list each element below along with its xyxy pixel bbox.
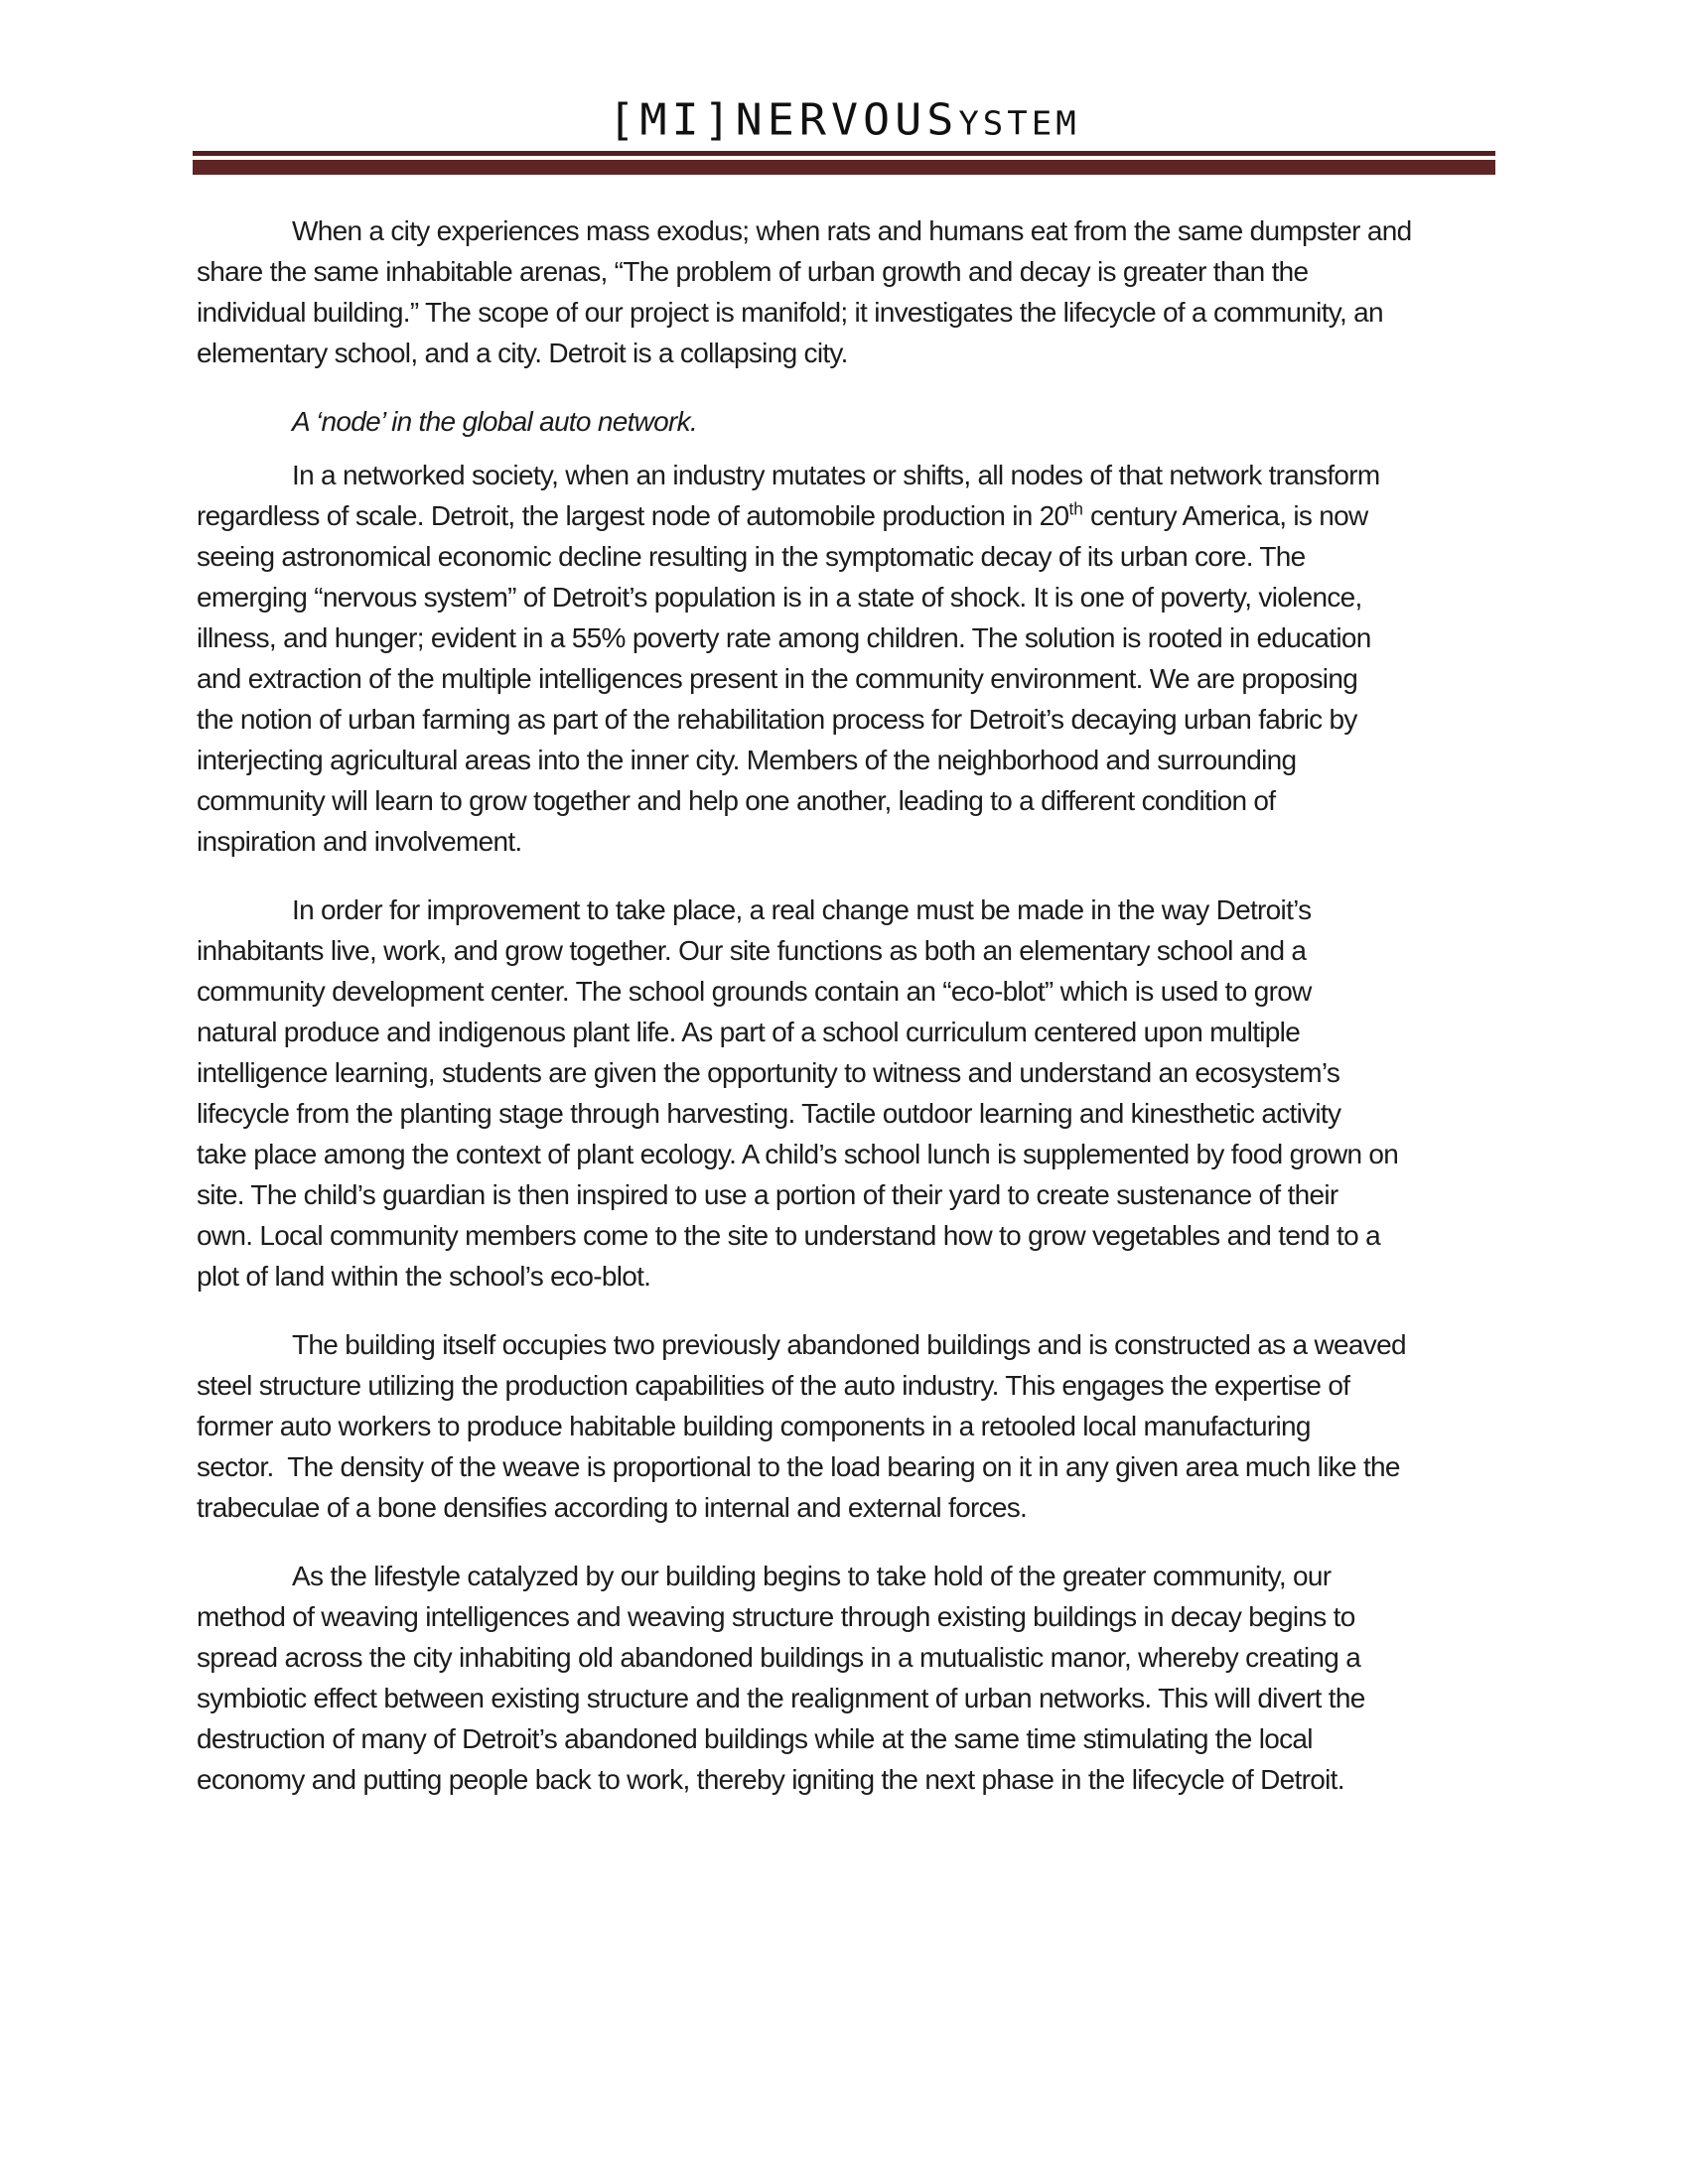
paragraph [197,455,1599,862]
text-line: illness, and hunger; evident in a 55% poverty rate among children. The solution is rooted in education [197,622,1371,653]
text-line: sector. The density of the weave is proportional to the load bearing on it in any given area much like the [197,1451,1400,1482]
text-line: own. Local community members come to the site to understand how to grow vegetables and tend to a [197,1220,1380,1251]
text-line: interjecting agricultural areas into the inner city. Members of the neighborhood and surrounding [197,745,1297,775]
text-line: symbiotic effect between existing structure and the realignment of urban networks. This will divert the [197,1683,1365,1713]
text-line: community will learn to grow together and help one another, leading to a different condition of [197,785,1276,816]
text-line: emerging “nervous system” of Detroit’s population is in a state of shock. It is one of poverty, violence, [197,582,1362,613]
text-line: inhabitants live, work, and grow together. Our site functions as both an elementary school and a [197,935,1307,966]
text-line: and extraction of the multiple intelligences present in the community environment. We are proposing [197,663,1358,694]
text-line: community development center. The school grounds contain an “eco-blot” which is used to grow [197,976,1312,1007]
text-line: The building itself occupies two previously abandoned buildings and is constructed as a weaved [292,1329,1406,1360]
paragraph [197,1556,1599,1800]
title-small: YSTEM [958,104,1080,144]
text-line: A ‘node’ in the global auto network. [292,406,698,437]
text-line: In a networked society, when an industry mutates or shifts, all nodes of that network transform [292,460,1380,490]
page-title [0,94,1688,145]
title-main: [MI]NERVOUS [608,94,959,145]
text-line: As the lifestyle catalyzed by our building begins to take hold of the greater community, our [292,1561,1332,1591]
text-line: elementary school, and a city. Detroit is a collapsing city. [197,338,848,368]
text-line: inspiration and involvement. [197,826,522,857]
text-line: destruction of many of Detroit’s abandoned buildings while at the same time stimulating the local [197,1723,1313,1754]
paragraph [197,889,1599,1297]
paragraph [197,1324,1599,1528]
text-line: spread across the city inhabiting old abandoned buildings in a mutualistic manor, whereby creating a [197,1642,1361,1673]
text-line: individual building.” The scope of our project is manifold; it investigates the lifecycle of a community, an [197,297,1383,328]
text-line: intelligence learning, students are given the opportunity to witness and understand an ecosystem’s [197,1057,1340,1088]
document-header [0,0,1688,175]
paragraph [197,210,1599,373]
text-line: method of weaving intelligences and weaving structure through existing buildings in decay begins to [197,1601,1355,1632]
superscript: th [1068,498,1083,519]
text-line: the notion of urban farming as part of the rehabilitation process for Detroit’s decaying urban fabric by [197,704,1357,735]
subtitle-paragraph [197,401,1599,442]
text-line: plot of land within the school’s eco-blot. [197,1261,651,1292]
text-line: trabeculae of a bone densifies according to internal and external forces. [197,1492,1028,1523]
text-line: seeing astronomical economic decline resulting in the symptomatic decay of its urban core. The [197,541,1306,572]
text-line: former auto workers to produce habitable building components in a retooled local manufacturing [197,1411,1311,1441]
document-body [197,210,1599,1800]
text-line: When a city experiences mass exodus; when rats and humans eat from the same dumpster and [292,215,1412,246]
text-line: steel structure utilizing the production capabilities of the auto industry. This engages the expertise of [197,1370,1350,1401]
text-line: share the same inhabitable arenas, “The problem of urban growth and decay is greater than the [197,256,1309,287]
text-line: lifecycle from the planting stage through harvesting. Tactile outdoor learning and kinesthetic activity [197,1098,1341,1129]
text-line: economy and putting people back to work, thereby igniting the next phase in the lifecycle of Detroit. [197,1764,1344,1795]
text-line: In order for improvement to take place, a real change must be made in the way Detroit’s [292,894,1312,925]
header-rule [193,151,1495,175]
header-rule-thick-line [193,160,1495,175]
text-line: regardless of scale. Detroit, the largest node of automobile production in 20th century America, is now [197,498,1368,531]
text-line: site. The child’s guardian is then inspired to use a portion of their yard to create sustenance of their [197,1179,1338,1210]
text-line: natural produce and indigenous plant life. As part of a school curriculum centered upon multiple [197,1017,1301,1047]
text-line: take place among the context of plant ecology. A child’s school lunch is supplemented by food grown on [197,1139,1399,1169]
